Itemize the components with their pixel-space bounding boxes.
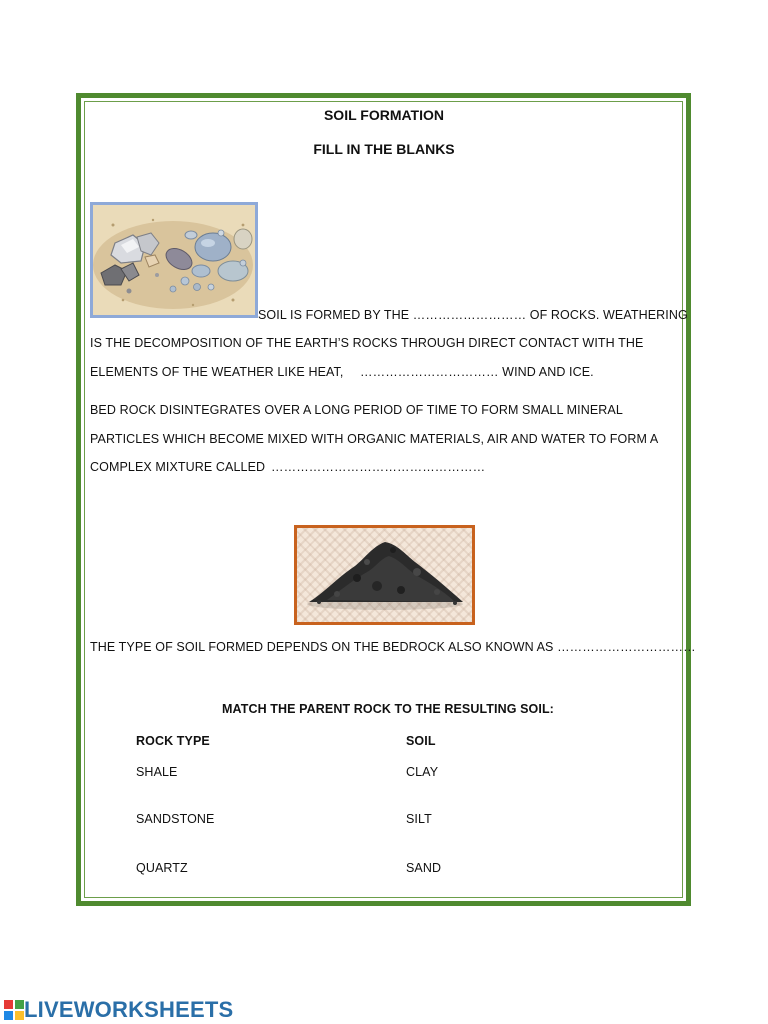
match-heading: MATCH THE PARENT ROCK TO THE RESULTING SOIL: <box>222 702 554 716</box>
liveworksheets-logo-icon <box>4 1000 24 1020</box>
match-soil-cell: CLAY <box>406 765 439 779</box>
worksheet-title: SOIL FORMATION <box>323 107 445 123</box>
worksheet-subtitle: FILL IN THE BLANKS <box>313 141 455 157</box>
match-header-rock-type: ROCK TYPE <box>136 734 210 748</box>
para2-line3-start: COMPLEX MIXTURE CALLED <box>90 460 266 474</box>
soil-pile-illustration <box>297 528 472 622</box>
para3: THE TYPE OF SOIL FORMED DEPENDS ON THE BEDROCK ALSO KNOWN AS …………………………… <box>90 640 696 654</box>
para1-line3-start: ELEMENTS OF THE WEATHER LIKE HEAT, <box>90 365 344 379</box>
para1-line3-blank: …………………………… WIND AND ICE. <box>360 365 594 379</box>
rocks-illustration <box>93 205 255 315</box>
match-soil-cell: SILT <box>406 812 432 826</box>
para1-line1: SOIL IS FORMED BY THE ……………………… OF ROCKS. WEATHERING <box>258 308 688 322</box>
liveworksheets-logo-text: LIVEWORKSHEETS <box>24 997 234 1022</box>
rocks-image <box>90 202 258 318</box>
match-soil-cell: SAND <box>406 861 442 875</box>
para2-line3-blank: …………………………………………… <box>271 460 486 474</box>
match-rock-cell: QUARTZ <box>136 861 188 875</box>
para1-line2: IS THE DECOMPOSITION OF THE EARTH’S ROCKS THROUGH DIRECT CONTACT WITH THE <box>90 336 644 350</box>
liveworksheets-logo[interactable] <box>4 997 233 1023</box>
para2-line2: PARTICLES WHICH BECOME MIXED WITH ORGANIC MATERIALS, AIR AND WATER TO FORM A <box>90 432 659 446</box>
match-rock-cell: SANDSTONE <box>136 812 215 826</box>
match-header-soil: SOIL <box>406 734 436 748</box>
para2-line1: BED ROCK DISINTEGRATES OVER A LONG PERIOD OF TIME TO FORM SMALL MINERAL <box>90 403 623 417</box>
match-rock-cell: SHALE <box>136 765 178 779</box>
soil-pile-image <box>294 525 475 625</box>
